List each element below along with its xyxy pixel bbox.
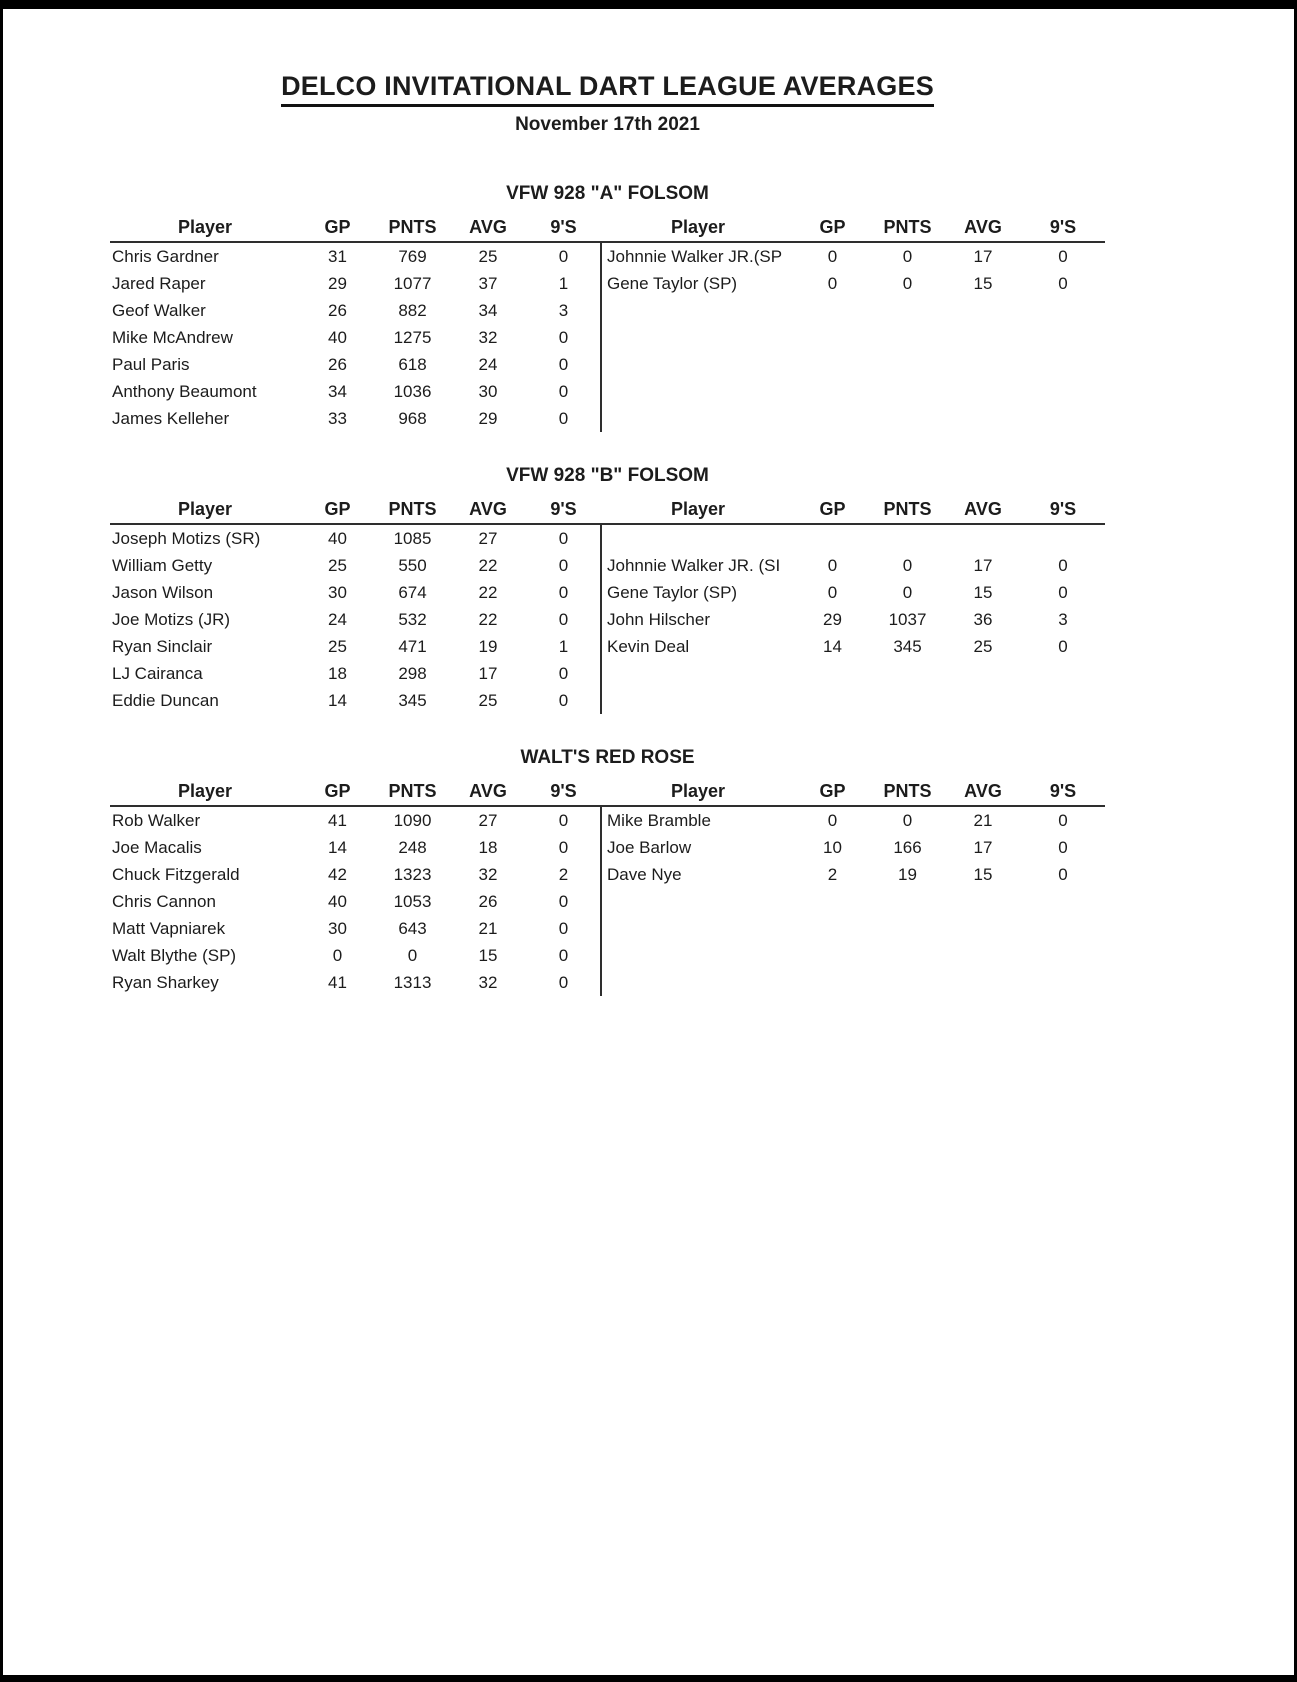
gp-cell: 18 xyxy=(328,664,347,683)
column-header-player: Player xyxy=(670,498,726,519)
gp-cell: 26 xyxy=(328,301,347,320)
league-section xyxy=(110,183,1105,432)
column-header-gp: GP xyxy=(819,498,846,519)
pnts-cell: 643 xyxy=(398,919,427,938)
table-header-row xyxy=(110,213,1105,243)
nines-cell: 0 xyxy=(1058,583,1068,602)
player-cell: Dave Nye xyxy=(607,865,682,884)
avg-cell: 30 xyxy=(478,382,498,401)
gp-cell: 41 xyxy=(328,973,347,992)
column-header-pnts: PNTS xyxy=(883,216,932,237)
nines-cell: 0 xyxy=(558,247,569,266)
gp-cell: 29 xyxy=(823,610,842,629)
player-cell: Joe Barlow xyxy=(607,838,692,857)
nines-cell: 1 xyxy=(558,274,569,293)
player-cell: Jared Raper xyxy=(112,274,206,293)
gp-cell: 0 xyxy=(827,811,838,830)
nines-cell: 0 xyxy=(558,409,569,428)
column-header-gp: GP xyxy=(324,498,351,519)
nines-cell: 0 xyxy=(1058,811,1068,830)
nines-cell: 0 xyxy=(1058,637,1068,656)
avg-cell: 32 xyxy=(478,328,498,347)
gp-cell: 41 xyxy=(328,811,347,830)
table-row xyxy=(110,942,1105,969)
player-cell: Jason Wilson xyxy=(112,583,214,602)
nines-cell: 0 xyxy=(558,691,569,710)
pnts-cell: 618 xyxy=(398,355,427,374)
column-header-player: Player xyxy=(670,216,726,237)
nines-cell: 0 xyxy=(558,355,569,374)
player-cell: Johnnie Walker JR.(SP xyxy=(607,247,783,266)
column-header-avg: AVG xyxy=(469,216,507,237)
pnts-cell: 1036 xyxy=(393,382,432,401)
gp-cell: 0 xyxy=(827,583,838,602)
nines-cell: 0 xyxy=(558,919,569,938)
avg-cell: 17 xyxy=(973,247,993,266)
pnts-cell: 166 xyxy=(893,838,922,857)
player-cell: Walt Blythe (SP) xyxy=(112,946,237,965)
nines-cell: 0 xyxy=(558,838,569,857)
pnts-cell: 1053 xyxy=(393,892,432,911)
gp-cell: 14 xyxy=(823,637,842,656)
player-cell: Ryan Sharkey xyxy=(112,973,219,992)
player-cell: John Hilscher xyxy=(607,610,710,629)
avg-cell: 25 xyxy=(478,691,498,710)
table-row xyxy=(110,687,1105,714)
table-header-row xyxy=(110,495,1105,525)
gp-cell: 0 xyxy=(827,556,838,575)
league-section xyxy=(110,465,1105,714)
nines-cell: 0 xyxy=(558,583,569,602)
player-cell: Joe Motizs (JR) xyxy=(112,610,231,629)
column-header-pnts: PNTS xyxy=(883,498,932,519)
pnts-cell: 532 xyxy=(398,610,427,629)
pnts-cell: 0 xyxy=(902,556,913,575)
avg-cell: 15 xyxy=(973,865,993,884)
gp-cell: 24 xyxy=(328,610,347,629)
nines-cell: 0 xyxy=(558,529,569,548)
player-cell: Johnnie Walker JR. (SI xyxy=(607,556,781,575)
avg-cell: 25 xyxy=(973,637,993,656)
gp-cell: 0 xyxy=(827,274,838,293)
table-row xyxy=(110,378,1105,405)
pnts-cell: 1275 xyxy=(393,328,432,347)
player-cell: Kevin Deal xyxy=(607,637,690,656)
pnts-cell: 471 xyxy=(398,637,427,656)
pnts-cell: 1037 xyxy=(888,610,927,629)
pnts-cell: 674 xyxy=(398,583,427,602)
league-section xyxy=(110,747,1105,996)
column-header-player: Player xyxy=(177,780,233,801)
pnts-cell: 1085 xyxy=(393,529,432,548)
nines-cell: 3 xyxy=(1058,610,1068,629)
avg-cell: 15 xyxy=(973,274,993,293)
player-cell: Gene Taylor (SP) xyxy=(607,274,738,293)
column-header-9s: 9'S xyxy=(550,498,577,519)
avg-cell: 29 xyxy=(478,409,498,428)
avg-cell: 17 xyxy=(973,556,993,575)
avg-cell: 15 xyxy=(973,583,993,602)
gp-cell: 30 xyxy=(328,919,347,938)
column-header-pnts: PNTS xyxy=(388,498,437,519)
column-header-avg: AVG xyxy=(964,780,1002,801)
table-row xyxy=(110,606,1105,633)
player-cell: Eddie Duncan xyxy=(112,691,219,710)
player-cell: Joseph Motizs (SR) xyxy=(112,529,261,548)
gp-cell: 40 xyxy=(328,529,347,548)
nines-cell: 2 xyxy=(558,865,569,884)
column-header-player: Player xyxy=(670,780,726,801)
avg-cell: 21 xyxy=(478,919,498,938)
gp-cell: 42 xyxy=(328,865,347,884)
gp-cell: 31 xyxy=(328,247,347,266)
avg-cell: 22 xyxy=(478,556,498,575)
gp-cell: 26 xyxy=(328,355,347,374)
nines-cell: 0 xyxy=(558,382,569,401)
table-row xyxy=(110,861,1105,888)
table-row xyxy=(110,969,1105,996)
table-row xyxy=(110,915,1105,942)
column-header-avg: AVG xyxy=(469,780,507,801)
pnts-cell: 345 xyxy=(893,637,922,656)
pnts-cell: 769 xyxy=(398,247,427,266)
gp-cell: 14 xyxy=(328,838,347,857)
table-row xyxy=(110,243,1105,270)
avg-cell: 22 xyxy=(478,583,498,602)
table-row xyxy=(110,807,1105,834)
table-body xyxy=(110,807,1105,996)
avg-cell: 32 xyxy=(478,865,498,884)
player-cell: Mike McAndrew xyxy=(112,328,233,347)
section-title: VFW 928 "B" FOLSOM xyxy=(506,465,709,486)
column-header-avg: AVG xyxy=(469,498,507,519)
table-row xyxy=(110,405,1105,432)
avg-cell: 17 xyxy=(973,838,993,857)
pnts-cell: 968 xyxy=(398,409,427,428)
table-divider xyxy=(600,243,602,432)
table-header-row xyxy=(110,777,1105,807)
gp-cell: 33 xyxy=(328,409,347,428)
nines-cell: 0 xyxy=(558,664,569,683)
avg-cell: 34 xyxy=(478,301,498,320)
table-divider xyxy=(600,807,602,996)
player-cell: Rob Walker xyxy=(112,811,201,830)
pnts-cell: 298 xyxy=(398,664,427,683)
pnts-cell: 0 xyxy=(902,583,913,602)
table-row xyxy=(110,324,1105,351)
nines-cell: 0 xyxy=(558,328,569,347)
player-cell: LJ Cairanca xyxy=(112,664,203,683)
pnts-cell: 1313 xyxy=(393,973,432,992)
player-cell: Geof Walker xyxy=(112,301,206,320)
nines-cell: 0 xyxy=(558,811,569,830)
table-row xyxy=(110,297,1105,324)
avg-cell: 36 xyxy=(973,610,993,629)
gp-cell: 25 xyxy=(328,637,347,656)
column-header-pnts: PNTS xyxy=(388,216,437,237)
table-row xyxy=(110,633,1105,660)
avg-cell: 21 xyxy=(973,811,993,830)
player-cell: William Getty xyxy=(112,556,213,575)
player-cell: Anthony Beaumont xyxy=(112,382,257,401)
table-body xyxy=(110,525,1105,714)
player-cell: Chris Cannon xyxy=(112,892,216,911)
column-header-9s: 9'S xyxy=(550,780,577,801)
table-body xyxy=(110,243,1105,432)
avg-cell: 26 xyxy=(478,892,498,911)
table-row xyxy=(110,888,1105,915)
player-cell: Paul Paris xyxy=(112,355,190,374)
pnts-cell: 248 xyxy=(398,838,427,857)
nines-cell: 0 xyxy=(1058,838,1068,857)
column-header-avg: AVG xyxy=(964,216,1002,237)
table-row xyxy=(110,525,1105,552)
column-header-9s: 9'S xyxy=(1049,216,1077,237)
player-cell: James Kelleher xyxy=(112,409,230,428)
gp-cell: 40 xyxy=(328,328,347,347)
table-row xyxy=(110,351,1105,378)
player-cell: Joe Macalis xyxy=(112,838,202,857)
avg-cell: 27 xyxy=(478,811,498,830)
nines-cell: 0 xyxy=(1058,556,1068,575)
player-cell: Gene Taylor (SP) xyxy=(607,583,738,602)
avg-cell: 19 xyxy=(478,637,498,656)
table-divider xyxy=(600,525,602,714)
column-header-avg: AVG xyxy=(964,498,1002,519)
avg-cell: 18 xyxy=(478,838,498,857)
avg-cell: 22 xyxy=(478,610,498,629)
player-cell: Mike Bramble xyxy=(607,811,711,830)
pnts-cell: 0 xyxy=(902,811,913,830)
column-header-player: Player xyxy=(177,216,233,237)
gp-cell: 2 xyxy=(827,865,838,884)
pnts-cell: 0 xyxy=(902,247,913,266)
column-header-gp: GP xyxy=(819,216,846,237)
nines-cell: 0 xyxy=(558,610,569,629)
nines-cell: 0 xyxy=(558,892,569,911)
nines-cell: 3 xyxy=(558,301,569,320)
pnts-cell: 1323 xyxy=(393,865,432,884)
section-title: VFW 928 "A" FOLSOM xyxy=(506,183,709,204)
avg-cell: 25 xyxy=(478,247,498,266)
column-header-pnts: PNTS xyxy=(388,780,437,801)
player-cell: Chuck Fitzgerald xyxy=(112,865,240,884)
avg-cell: 27 xyxy=(478,529,498,548)
table-row xyxy=(110,579,1105,606)
player-cell: Matt Vapniarek xyxy=(112,919,226,938)
gp-cell: 29 xyxy=(328,274,347,293)
table-row xyxy=(110,660,1105,687)
table-row xyxy=(110,552,1105,579)
gp-cell: 25 xyxy=(328,556,347,575)
nines-cell: 0 xyxy=(558,556,569,575)
gp-cell: 0 xyxy=(332,946,343,965)
nines-cell: 0 xyxy=(1058,865,1068,884)
pnts-cell: 1090 xyxy=(393,811,432,830)
gp-cell: 14 xyxy=(328,691,347,710)
page-title-text: DELCO INVITATIONAL DART LEAGUE AVERAGES xyxy=(281,71,934,107)
gp-cell: 40 xyxy=(328,892,347,911)
avg-cell: 32 xyxy=(478,973,498,992)
pnts-cell: 0 xyxy=(902,274,913,293)
gp-cell: 30 xyxy=(328,583,347,602)
nines-cell: 0 xyxy=(1058,274,1068,293)
pnts-cell: 0 xyxy=(407,946,418,965)
gp-cell: 10 xyxy=(823,838,842,857)
gp-cell: 34 xyxy=(328,382,347,401)
pnts-cell: 19 xyxy=(898,865,917,884)
player-cell: Ryan Sinclair xyxy=(112,637,213,656)
section-title: WALT'S RED ROSE xyxy=(520,747,695,768)
document-date: November 17th 2021 xyxy=(515,114,700,135)
column-header-gp: GP xyxy=(324,216,351,237)
column-header-player: Player xyxy=(177,498,233,519)
column-header-gp: GP xyxy=(324,780,351,801)
nines-cell: 0 xyxy=(558,946,569,965)
gp-cell: 0 xyxy=(827,247,838,266)
column-header-pnts: PNTS xyxy=(883,780,932,801)
nines-cell: 0 xyxy=(558,973,569,992)
column-header-gp: GP xyxy=(819,780,846,801)
sections-container xyxy=(110,183,1105,996)
pnts-cell: 550 xyxy=(398,556,427,575)
nines-cell: 1 xyxy=(558,637,569,656)
table-row xyxy=(110,834,1105,861)
column-header-9s: 9'S xyxy=(1049,780,1077,801)
pnts-cell: 345 xyxy=(398,691,427,710)
avg-cell: 15 xyxy=(478,946,498,965)
avg-cell: 37 xyxy=(478,274,498,293)
pnts-cell: 1077 xyxy=(393,274,432,293)
document-content xyxy=(110,9,1105,996)
column-header-9s: 9'S xyxy=(1049,498,1077,519)
column-header-9s: 9'S xyxy=(550,216,577,237)
avg-cell: 17 xyxy=(478,664,498,683)
nines-cell: 0 xyxy=(1058,247,1068,266)
player-cell: Chris Gardner xyxy=(112,247,219,266)
page-title xyxy=(110,71,1105,107)
pnts-cell: 882 xyxy=(398,301,427,320)
table-row xyxy=(110,270,1105,297)
avg-cell: 24 xyxy=(478,355,498,374)
